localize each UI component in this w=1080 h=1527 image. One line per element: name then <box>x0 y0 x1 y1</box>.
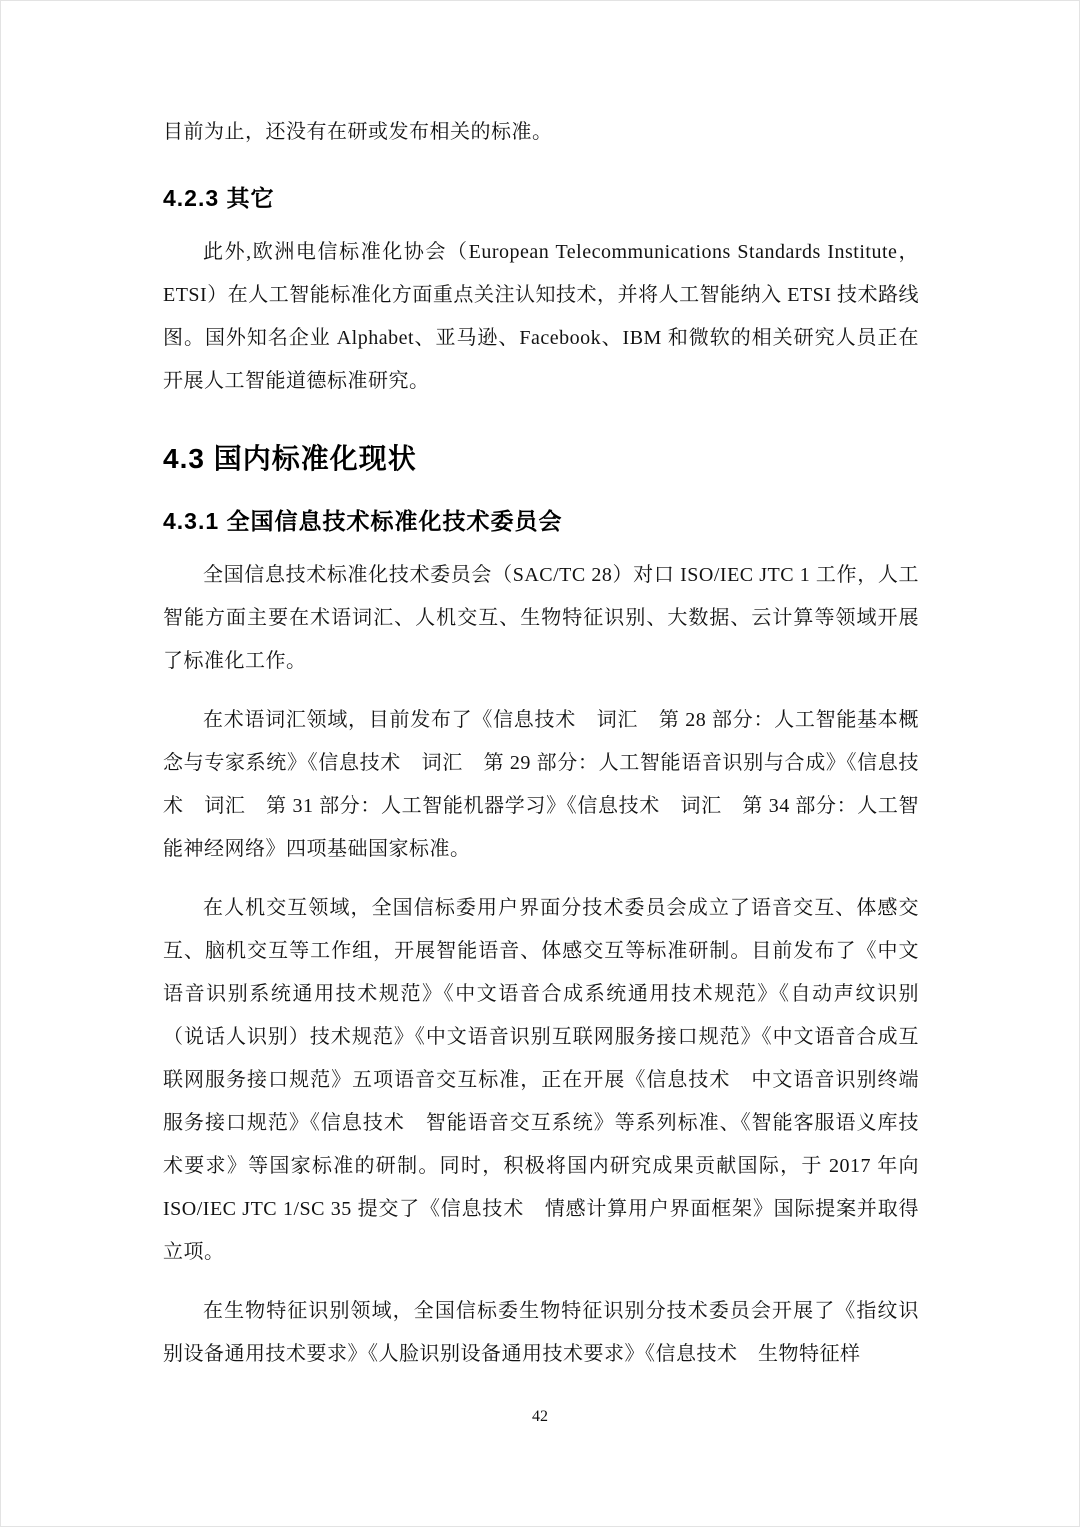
paragraph-section-4-2-3: 此外,欧洲电信标准化协会（European Telecommunications Standards Institute，ETSI）在人工智能标准化方面重点关注认知技术，并将人工智能纳入 ETSI 技术路线图。国外知名企业 Alphabet、亚马逊、Facebook、IBM 和微软的相关研究人员正在开展人工智能道德标准研究。 <box>163 241 919 392</box>
paragraph-terminology-overview: 全国信息技术标准化技术委员会（SAC/TC 28）对口 ISO/IEC JTC 1 工作，人工智能方面主要在术语词汇、人机交互、生物特征识别、大数据、云计算等领域开展了标准化工作。 <box>163 564 919 672</box>
paragraph-biometrics-standards: 在生物特征识别领域，全国信标委生物特征识别分技术委员会开展了《指纹识别设备通用技术要求》《人脸识别设备通用技术要求》《信息技术 生物特征样 <box>163 1300 919 1365</box>
paragraph-hci-standards: 在人机交互领域，全国信标委用户界面分技术委员会成立了语音交互、体感交互、脑机交互等工作组，开展智能语音、体感交互等标准研制。目前发布了《中文语音识别系统通用技术规范》《中文语音合成系统通用技术规范》《自动声纹识别（说话人识别）技术规范》《中文语音识别互联网服务接口规范》《中文语音合成互联网服务接口规范》五项语音交互标准，正在开展《信息技术 中文语音识别终端服务接口规范》《信息技术 智能语音交互系统》等系列标准、《智能客服语义库技术要求》等国家标准的研制。同时，积极将国内研究成果贡献国际，于 2017 年向 ISO/IEC JTC 1/SC 35 提交了《信息技术 情感计算用户界面框架》国际提案并取得立项。 <box>163 897 919 1263</box>
heading-4-3-1: 4.3.1 全国信息技术标准化技术委员会 <box>163 508 563 534</box>
heading-4-3: 4.3 国内标准化现状 <box>163 443 417 474</box>
paragraph-continuation: 目前为止，还没有在研或发布相关的标准。 <box>163 121 553 143</box>
heading-4-2-3: 4.2.3 其它 <box>163 185 275 211</box>
paragraph-terminology-standards: 在术语词汇领域，目前发布了《信息技术 词汇 第 28 部分：人工智能基本概念与专家系统》《信息技术 词汇 第 29 部分：人工智能语音识别与合成》《信息技术 词汇 第 31 部分：人工智能机器学习》《信息技术 词汇 第 34 部分：人工智能神经网络》四项基础国家标准。 <box>163 709 919 860</box>
page-number: 42 <box>532 1408 548 1425</box>
